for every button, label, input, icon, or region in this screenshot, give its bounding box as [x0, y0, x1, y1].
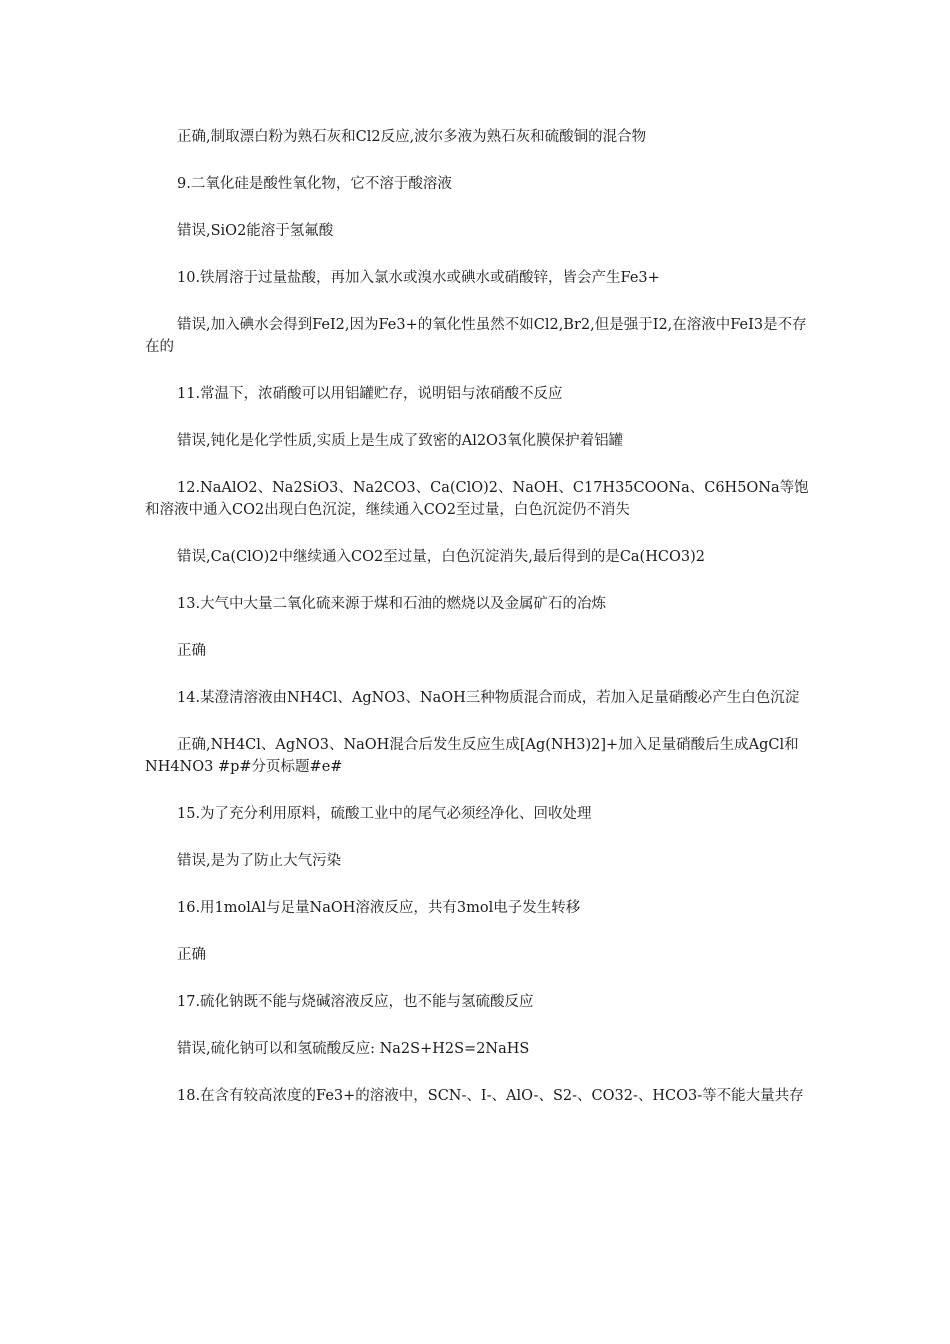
paragraph: 16.用1molAl与足量NaOH溶液反应，共有3mol电子发生转移 [177, 900, 581, 916]
paragraph: 错误,加入碘水会得到FeI2,因为Fe3+的氧化性虽然不如Cl2,Br2,但是强于I2,在溶液中FeI3是不存在的 [145, 317, 807, 355]
paragraph: 错误,SiO2能溶于氢氟酸 [177, 223, 334, 239]
paragraph: 12.NaAlO2、Na2SiO3、Na2CO3、Ca(ClO)2、NaOH、C17H35COONa、C6H5ONa等饱和溶液中通入CO2出现白色沉淀，继续通入CO2至过量，白色沉淀仍不消失 [145, 480, 809, 518]
paragraph: 13.大气中大量二氧化硫来源于煤和石油的燃烧以及金属矿石的冶炼 [177, 596, 607, 612]
paragraph: 正确,NH4Cl、AgNO3、NaOH混合后发生反应生成[Ag(NH3)2]+加入足量硝酸后生成AgCl和NH4NO3 #p#分页标题#e# [145, 737, 799, 775]
document-body [145, 126, 810, 1132]
paragraph: 17.硫化钠既不能与烧碱溶液反应，也不能与氢硫酸反应 [177, 994, 534, 1010]
paragraph: 15.为了充分利用原料，硫酸工业中的尾气必须经净化、回收处理 [177, 806, 592, 822]
paragraph: 错误,Ca(ClO)2中继续通入CO2至过量，白色沉淀消失,最后得到的是Ca(HCO3)2 [177, 549, 705, 565]
paragraph: 错误,硫化钠可以和氢硫酸反应: Na2S+H2S=2NaHS [177, 1041, 530, 1057]
paragraph: 正确 [177, 947, 206, 963]
paragraph: 错误,是为了防止大气污染 [177, 853, 342, 869]
paragraph: 18.在含有较高浓度的Fe3+的溶液中，SCN-、I-、AlO-、S2-、CO32-、HCO3-等不能大量共存 [177, 1088, 804, 1104]
paragraph: 正确 [177, 643, 206, 659]
paragraph: 9.二氧化硅是酸性氧化物，它不溶于酸溶液 [177, 176, 452, 192]
paragraph: 11.常温下，浓硝酸可以用铝罐贮存，说明铝与浓硝酸不反应 [177, 386, 563, 402]
paragraph: 错误,钝化是化学性质,实质上是生成了致密的Al2O3氧化膜保护着铝罐 [177, 433, 624, 449]
paragraph: 正确,制取漂白粉为熟石灰和Cl2反应,波尔多液为熟石灰和硫酸铜的混合物 [177, 129, 647, 145]
paragraph: 10.铁屑溶于过量盐酸，再加入氯水或溴水或碘水或硝酸锌，皆会产生Fe3+ [177, 270, 660, 286]
paragraph: 14.某澄清溶液由NH4Cl、AgNO3、NaOH三种物质混合而成，若加入足量硝酸必产生白色沉淀 [177, 690, 800, 706]
